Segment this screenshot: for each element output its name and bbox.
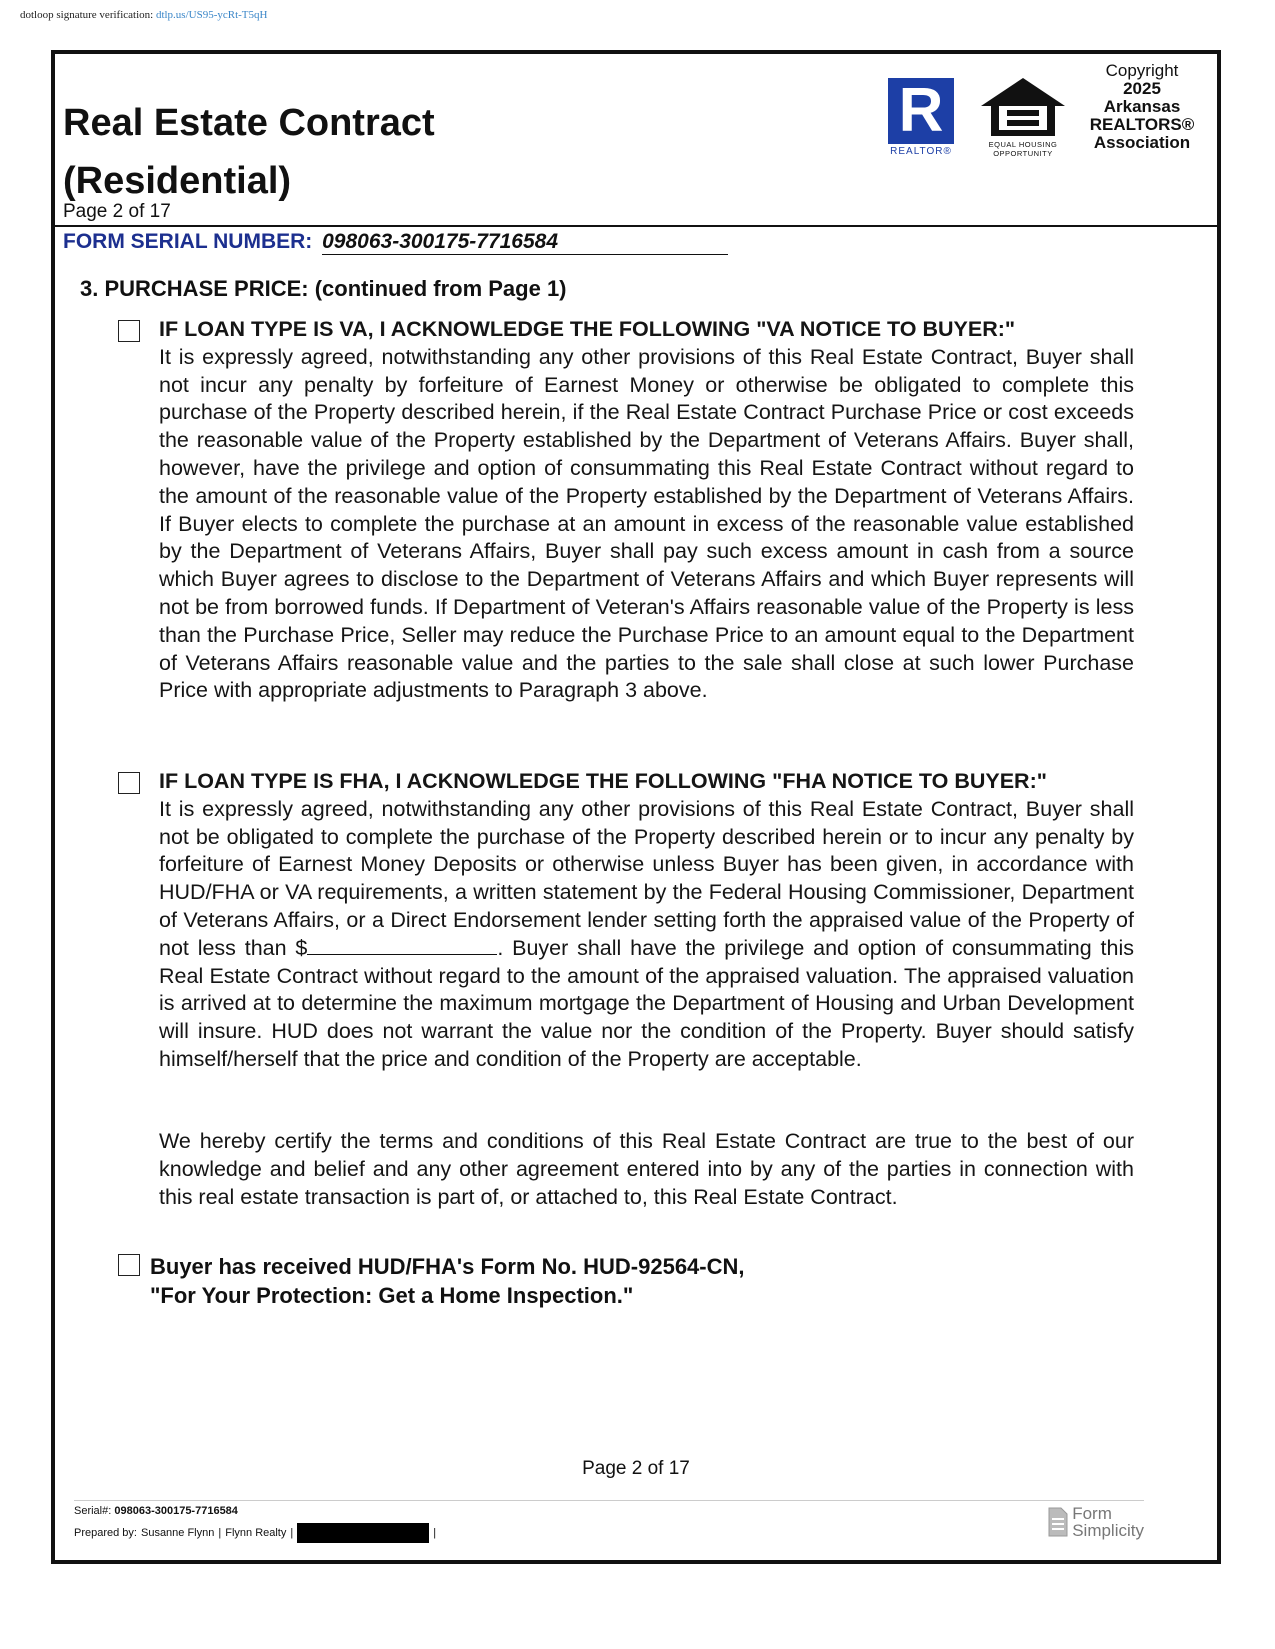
- eho-line-2: OPPORTUNITY: [993, 149, 1053, 158]
- va-notice-body: It is expressly agreed, notwithstanding any other provisions of this Real Estate Contract, Buyer shall not incur any penalty by forfeiture of Earnest Money or otherwise be obligated to complete this purchase of the Property described herein, if the Real Estate Contract Purchase Price or cost exceeds the reasonable value of the Property established by the Department of Veterans Affairs. Buyer shall, however, have the privilege and option of consummating this Real Estate Contract without regard to the amount of the reasonable value of the Property established by the Department of Veterans Affairs. If Buyer elects to complete the purchase at an amount in excess of the reasonable value established by the Department of Veterans Affairs, Buyer shall pay such excess amount in cash from a source which Buyer agrees to disclose to the Department of Veterans Affairs and which Buyer represents will not be from borrowed funds. If Department of Veteran's Affairs reasonable value of the Property is less than the Purchase Price, Seller may reduce the Purchase Price to an amount equal to the Department of Veterans Affairs reasonable value and the parties to the sale shall close at such lower Purchase Price with appropriate adjustments to Paragraph 3 above.: [159, 344, 1134, 703]
- hud-form-line-1: Buyer has received HUD/FHA's Form No. HUD-92564-CN,: [150, 1254, 745, 1279]
- verification-label: dotloop signature verification:: [20, 9, 154, 21]
- serial-value: 098063-300175-7716584: [322, 230, 728, 255]
- copyright-assoc: Association: [1093, 133, 1191, 152]
- fha-notice-paragraph: [159, 768, 1134, 1074]
- footer-prepared-by: [74, 1523, 436, 1543]
- separator: |: [290, 1527, 294, 1539]
- copyright-notice: [1087, 62, 1197, 152]
- document-footer: [74, 1500, 1144, 1561]
- separator: |: [218, 1527, 222, 1539]
- equal-housing-text: [989, 140, 1058, 158]
- realtor-r-icon: R: [888, 78, 954, 144]
- page-indicator-bottom: Page 2 of 17: [582, 1458, 690, 1479]
- contract-page: [51, 50, 1221, 1564]
- eho-line-1: EQUAL HOUSING: [988, 140, 1058, 149]
- equal-housing-house-icon: [979, 76, 1067, 138]
- footer-serial-value: 098063-300175-7716584: [114, 1505, 238, 1517]
- form-simplicity-text: [1072, 1505, 1144, 1539]
- serial-label: FORM SERIAL NUMBER:: [63, 230, 313, 253]
- form-serial-number: [63, 230, 728, 255]
- page-title: [63, 94, 435, 210]
- redacted-block: [297, 1523, 429, 1543]
- hud-form-acknowledgment: [150, 1252, 745, 1310]
- prepared-by-name: Susanne Flynn: [140, 1527, 215, 1539]
- realtor-logo: [883, 78, 959, 157]
- prepared-by-label: Prepared by:: [74, 1527, 137, 1539]
- form-simplicity-logo: [1048, 1505, 1144, 1539]
- appraised-value-field[interactable]: [307, 936, 497, 955]
- certification-paragraph: We hereby certify the terms and conditions of this Real Estate Contract are true to the best of our knowledge and belief and any other agreement entered into by any of the parties in connection with this real estate transaction is part of, or attached to, this Real Estate Contract.: [159, 1129, 1134, 1209]
- footer-serial: [74, 1505, 238, 1517]
- section-heading: 3. PURCHASE PRICE: (continued from Page 1): [80, 276, 567, 301]
- va-notice-checkbox[interactable]: [118, 320, 140, 342]
- separator: |: [433, 1527, 437, 1539]
- footer-serial-label: Serial#:: [74, 1505, 112, 1517]
- fha-notice-heading: IF LOAN TYPE IS FHA, I ACKNOWLEDGE THE FOLLOWING "FHA NOTICE TO BUYER:": [159, 769, 1047, 793]
- verification-link[interactable]: dtlp.us/US95-ycRt-T5qH: [155, 9, 268, 21]
- copyright-state: Arkansas: [1103, 97, 1181, 116]
- brand-line-1: Form: [1072, 1504, 1112, 1523]
- brand-line-2: Simplicity: [1072, 1521, 1144, 1540]
- title-line-1: Real Estate Contract: [63, 102, 435, 144]
- realtor-logo-text: REALTOR®: [890, 146, 952, 157]
- header-divider: [55, 225, 1217, 227]
- fha-notice-body-1: It is expressly agreed, notwithstanding any other provisions of this Real Estate Contract, Buyer shall not be obligated to complete the purchase of the Property described herein or to incur any penalty by forfeiture of Earnest Money Deposits or otherwise unless Buyer has been given, in accordance with HUD/FHA or VA requirements, a written statement by the Federal Housing Commissioner, Department of Veterans Affairs, or a Direct Endorsement lender setting forth the appraised value of the Property of not less than $: [159, 796, 1134, 960]
- title-line-2: (Residential): [63, 160, 292, 202]
- fha-notice-checkbox[interactable]: [118, 772, 140, 794]
- fha-notice-body-2: . Buyer shall have the privilege and option of consummating this Real Estate Contract without regard to the amount of the appraised valuation. The appraised valuation is arrived at to determine the maximum mortgage the Department of Housing and Urban Development will insure. HUD does not warrant the value nor the condition of the Property. Buyer should satisfy himself/herself that the price and condition of the Property are acceptable.: [159, 935, 1134, 1071]
- header-logos: [883, 62, 1197, 158]
- company-name: Flynn Realty: [225, 1527, 287, 1539]
- copyright-label: Copyright: [1105, 61, 1179, 80]
- hud-form-checkbox[interactable]: [118, 1254, 140, 1276]
- copyright-org: REALTORS®: [1089, 115, 1195, 134]
- equal-housing-logo: [977, 76, 1069, 158]
- va-notice-heading: IF LOAN TYPE IS VA, I ACKNOWLEDGE THE FOLLOWING "VA NOTICE TO BUYER:": [159, 317, 1016, 341]
- page-indicator-top: Page 2 of 17: [63, 201, 171, 222]
- hud-form-line-2: "For Your Protection: Get a Home Inspection.": [150, 1283, 634, 1308]
- document-icon: [1048, 1507, 1068, 1537]
- signature-verification: [20, 9, 267, 21]
- va-notice-paragraph: [159, 316, 1134, 705]
- copyright-year: 2025: [1123, 79, 1161, 98]
